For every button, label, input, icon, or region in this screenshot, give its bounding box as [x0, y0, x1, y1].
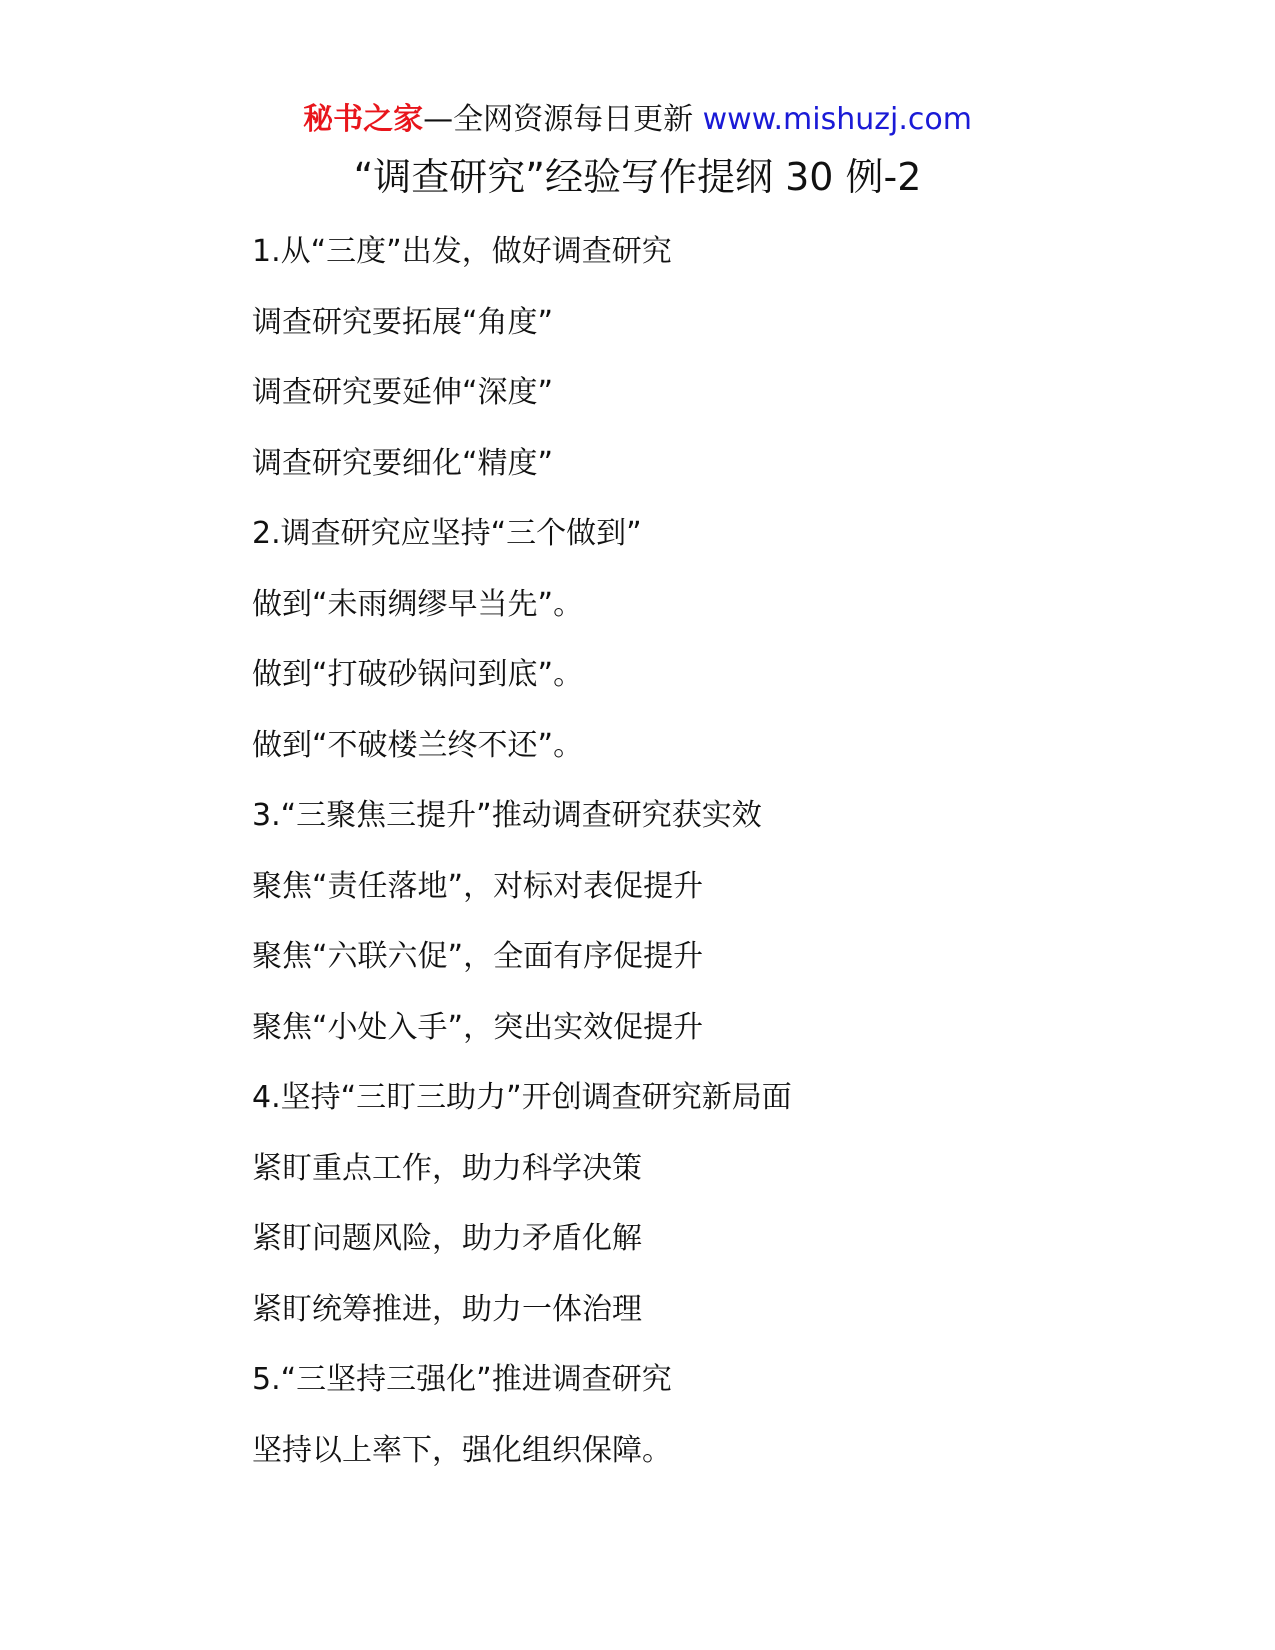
outline-point: 紧盯问题风险，助力矛盾化解: [252, 1221, 642, 1256]
outline-heading: 2.调查研究应坚持“三个做到”: [252, 516, 642, 551]
document-title: “调查研究”经验写作提纲 30 例-2: [353, 155, 922, 199]
outline-point: 调查研究要拓展“角度”: [252, 304, 554, 340]
outline-point: 聚焦“小处入手”，突出实效促提升: [252, 1009, 704, 1045]
outline-point: 做到“未雨绸缪早当先”。: [252, 586, 584, 622]
site-brand: 秘书之家: [303, 102, 424, 137]
site-header: [0, 100, 1275, 140]
outline-point: 紧盯统筹推进，助力一体治理: [252, 1291, 642, 1327]
outline-heading: 1.从“三度”出发，做好调查研究: [252, 234, 672, 269]
site-url-link[interactable]: www.mishuzj.com: [702, 102, 972, 137]
outline-point: 做到“不破楼兰终不还”。: [252, 727, 584, 763]
outline-point: 坚持以上率下，强化组织保障。: [252, 1432, 672, 1468]
outline-heading: 3.“三聚焦三提升”推动调查研究获实效: [252, 798, 762, 833]
outline-heading: 5.“三坚持三强化”推进调查研究: [252, 1362, 672, 1397]
outline-point: 做到“打破砂锅问到底”。: [252, 657, 584, 692]
outline-heading: 4.坚持“三盯三助力”开创调查研究新局面: [252, 1080, 792, 1115]
site-tagline: —全网资源每日更新: [423, 102, 694, 137]
outline-point: 调查研究要延伸“深度”: [252, 375, 554, 410]
outline-point: 紧盯重点工作，助力科学决策: [252, 1150, 642, 1186]
outline-point: 聚焦“六联六促”，全面有序促提升: [252, 939, 704, 974]
document-body: [252, 232, 1212, 1501]
outline-point: 调查研究要细化“精度”: [252, 445, 554, 481]
outline-point: 聚焦“责任落地”，对标对表促提升: [252, 868, 704, 904]
